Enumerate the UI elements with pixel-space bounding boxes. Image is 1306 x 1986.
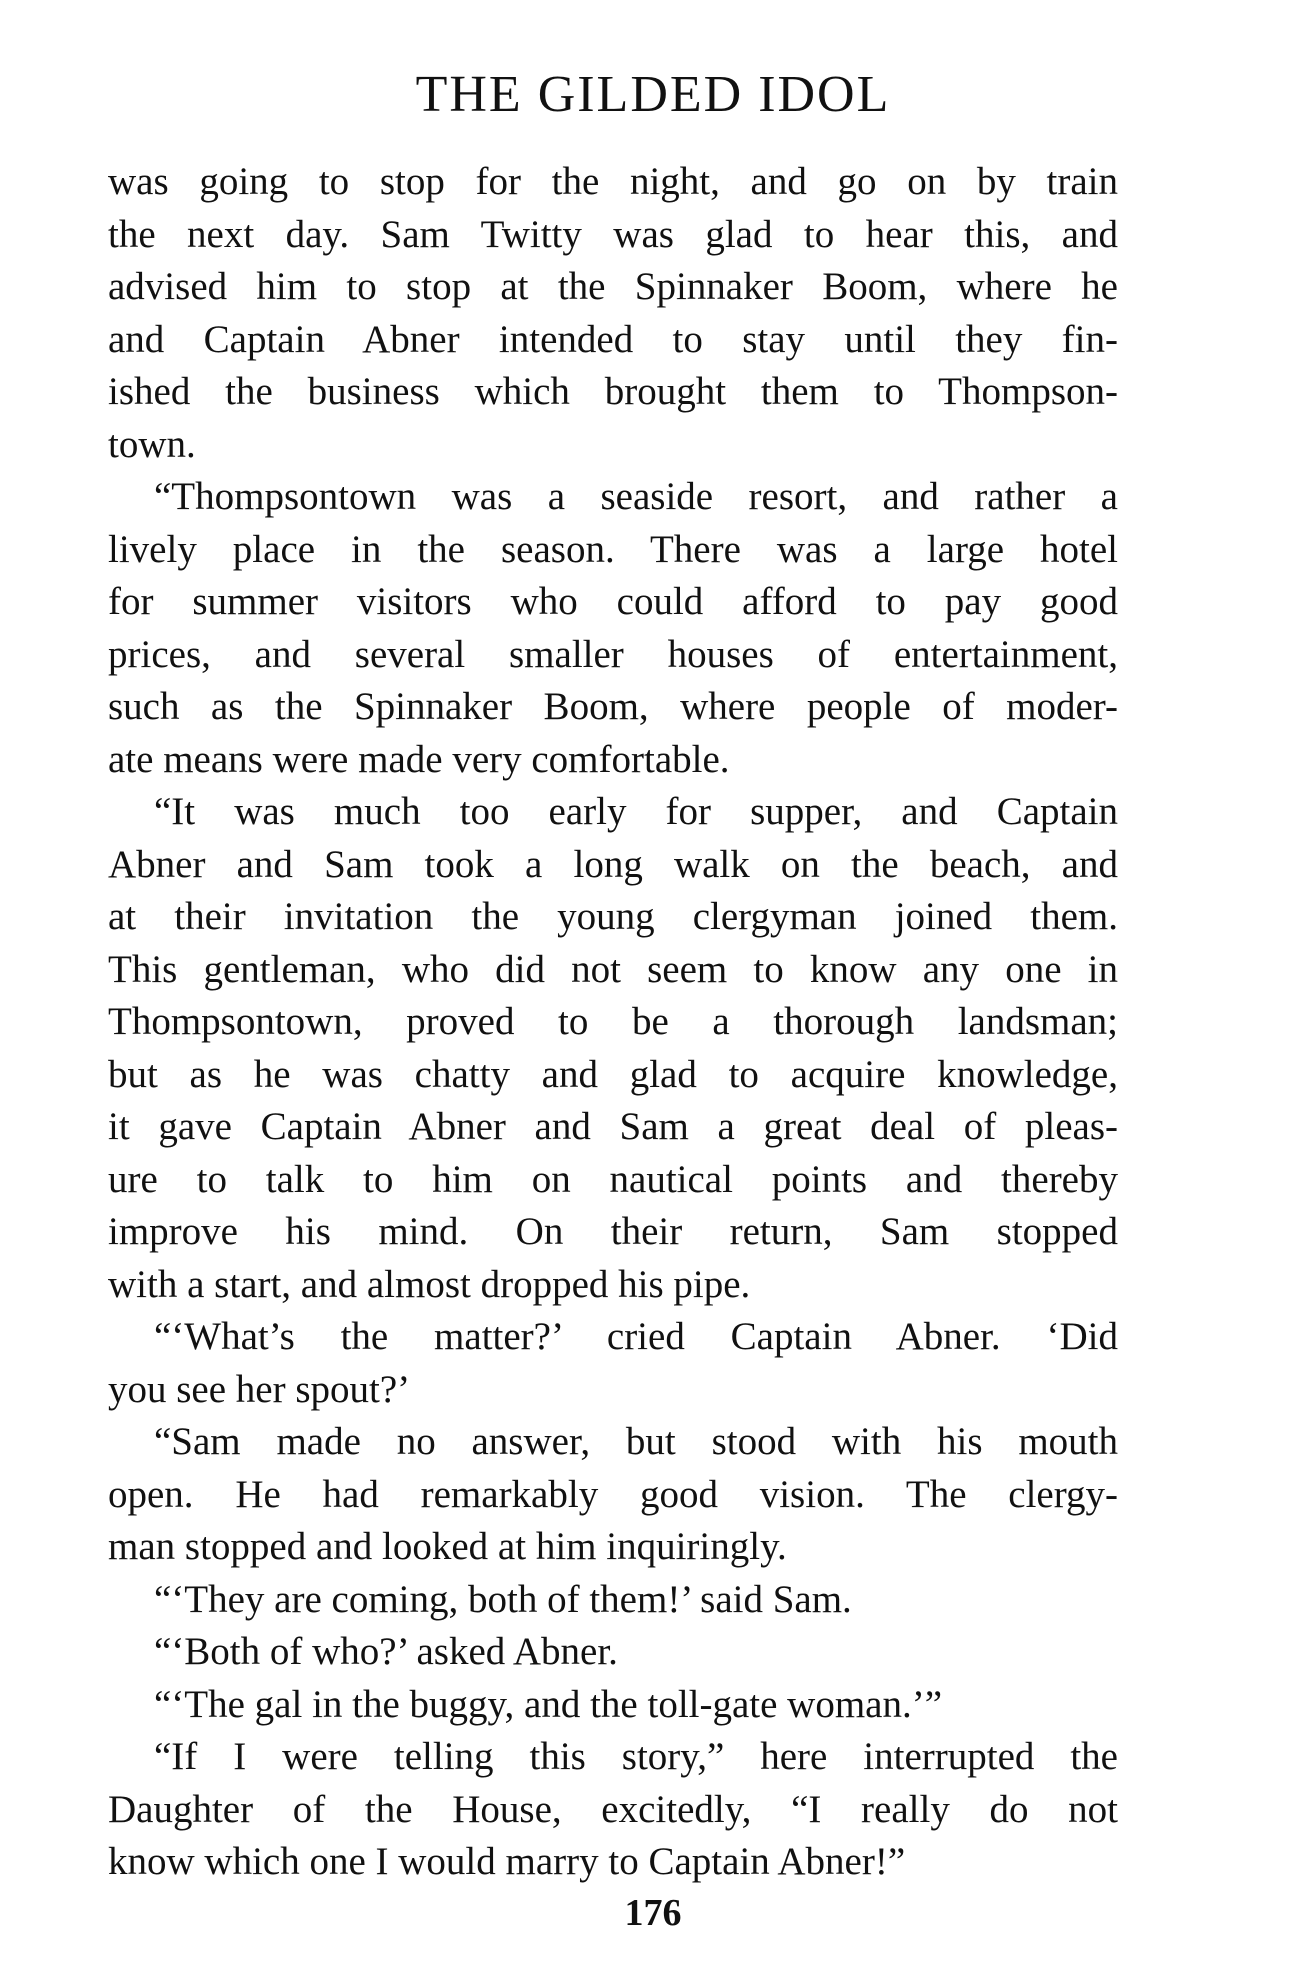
text-line: ished the business which brought them to Thompson-	[108, 370, 1118, 413]
paragraph-first-line: “If I were telling this story,” here interrupted the	[154, 1735, 1118, 1778]
page-number: 176	[624, 1892, 682, 1934]
text-line: such as the Spinnaker Boom, where people of moder-	[108, 685, 1118, 728]
text-line: know which one I would marry to Captain Abner!”	[108, 1840, 906, 1883]
text-line: Abner and Sam took a long walk on the beach, and	[108, 842, 1118, 886]
text-line: This gentleman, who did not seem to know any one in	[108, 947, 1118, 991]
body-text	[108, 156, 1118, 1889]
paragraph-first-line: “‘Both of who?’ asked Abner.	[154, 1630, 618, 1673]
paragraph-first-line: “‘What’s the matter?’ cried Captain Abner. ‘Did	[154, 1315, 1118, 1358]
text-line: prices, and several smaller houses of entertainment,	[108, 632, 1118, 676]
paragraph-first-line: “Sam made no answer, but stood with his mouth	[154, 1420, 1118, 1463]
text-line: man stopped and looked at him inquiringly.	[108, 1525, 787, 1568]
text-line: you see her spout?’	[108, 1367, 411, 1411]
text-line: was going to stop for the night, and go on by train	[108, 160, 1118, 203]
text-line: Thompsontown, proved to be a thorough landsman;	[108, 1000, 1118, 1043]
text-line: Daughter of the House, excitedly, “I really do not	[108, 1787, 1118, 1831]
text-line: for summer visitors who could afford to pay good	[108, 580, 1118, 623]
paragraph-first-line: “It was much too early for supper, and Captain	[154, 790, 1118, 833]
paragraph-first-line: “Thompsontown was a seaside resort, and rather a	[154, 475, 1118, 518]
text-line: at their invitation the young clergyman joined them.	[108, 895, 1118, 938]
text-line: lively place in the season. There was a large hotel	[108, 527, 1118, 571]
text-line: town.	[108, 422, 196, 466]
text-line: with a start, and almost dropped his pipe.	[108, 1262, 751, 1306]
text-line: open. He had remarkably good vision. The clergy-	[108, 1472, 1118, 1516]
text-line: the next day. Sam Twitty was glad to hear this, and	[108, 212, 1118, 256]
text-line: but as he was chatty and glad to acquire knowledge,	[108, 1052, 1118, 1096]
text-line: ate means were made very comfortable.	[108, 737, 730, 781]
text-line: it gave Captain Abner and Sam a great deal of pleas-	[108, 1105, 1118, 1148]
text-line: improve his mind. On their return, Sam stopped	[108, 1210, 1118, 1253]
text-line: and Captain Abner intended to stay until they fin-	[108, 317, 1118, 361]
text-line: advised him to stop at the Spinnaker Boom, where he	[108, 265, 1118, 308]
running-head-title: THE GILDED IDOL	[415, 66, 891, 123]
paragraph-first-line: “‘The gal in the buggy, and the toll-gate woman.’”	[154, 1682, 943, 1726]
paragraph-first-line: “‘They are coming, both of them!’ said Sam.	[154, 1577, 852, 1621]
text-line: ure to talk to him on nautical points and thereby	[108, 1157, 1118, 1201]
